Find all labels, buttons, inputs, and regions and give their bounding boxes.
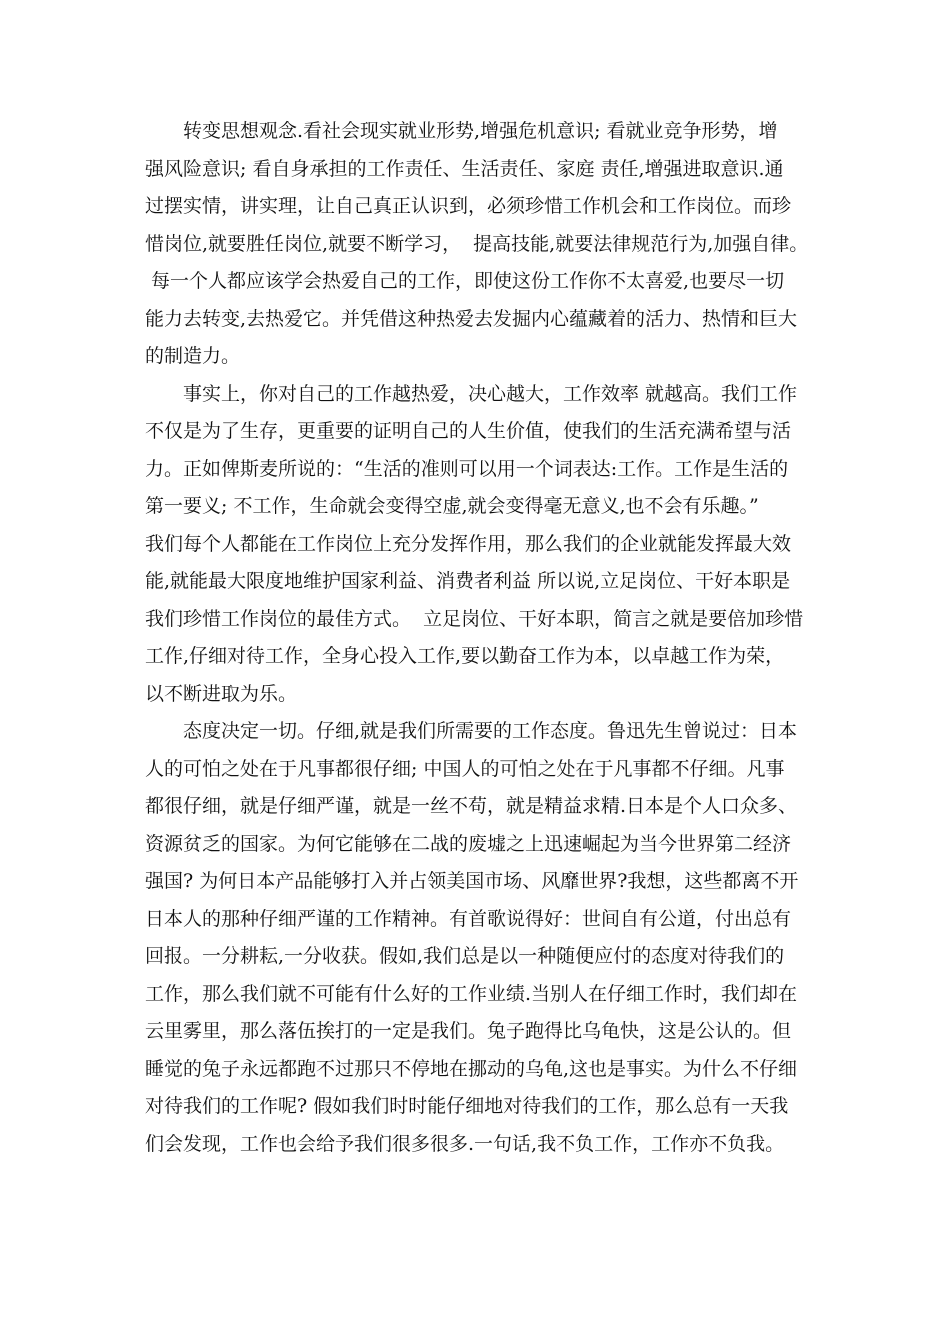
text-line: 工作，那么我们就不可能有什么好的工作业绩.当别人在仔细工作时，我们却在 — [145, 982, 798, 1005]
document-body — [145, 113, 810, 1163]
text-line: 能,就能最大限度地维护国家利益、消费者利益 所以说,立足岗位、干好本职是 — [145, 570, 791, 592]
text-line: 睡觉的兔子永远都跑不过那只不停地在挪动的乌龟,这也是事实。为什么不仔细 — [145, 1057, 798, 1080]
text-line: 力。正如俾斯麦所说的：“生活的准则可以用一个词表达:工作。工作是生活的 — [145, 457, 789, 480]
text-line: 能力去转变,去热爱它。并凭借这种热爱去发掘内心蕴藏着的活力、热情和巨大 — [145, 307, 798, 330]
text-line: 工作,仔细对待工作，全身心投入工作,要以勤奋工作为本，以卓越工作为荣， — [145, 645, 785, 667]
text-line: 惜岗位,就要胜任岗位,就要不断学习， 提高技能,就要法律规范行为,加强自律。 — [145, 232, 809, 255]
text-line: 过摆实情，讲实理，让自己真正认识到，必须珍惜工作机会和工作岗位。而珍 — [145, 195, 792, 217]
text-line: 的制造力。 — [145, 345, 241, 367]
text-line: 我们每个人都能在工作岗位上充分发挥作用，那么我们的企业就能发挥最大效 — [145, 532, 792, 555]
text-line: 事实上，你对自己的工作越热爱，决心越大，工作效率 就越高。我们工作 — [145, 382, 798, 405]
text-line: 回报。一分耕耘,一分收获。假如,我们总是以一种随便应付的态度对待我们的 — [145, 945, 785, 967]
text-line: 日本人的那种仔细严谨的工作精神。有首歌说得好：世间自有公道，付出总有 — [145, 907, 792, 930]
text-line: 转变思想观念.看社会现实就业形势,增强危机意识; 看就业竞争形势，增 — [145, 120, 778, 142]
text-line: 以不断进取为乐。 — [145, 682, 298, 705]
text-line: 对待我们的工作呢? 假如我们时时能仔细地对待我们的工作，那么总有一天我 — [145, 1095, 789, 1117]
text-line: 云里雾里，那么落伍挨打的一定是我们。兔子跑得比乌龟快，这是公认的。但 — [145, 1020, 792, 1042]
text-line: 第一要义; 不工作，生命就会变得空虚,就会变得毫无意义,也不会有乐趣。” — [145, 495, 759, 517]
text-line: 每一个人都应该学会热爱自己的工作，即使这份工作你不太喜爱,也要尽一切 — [145, 270, 785, 292]
paragraph-3 — [145, 713, 810, 1163]
text-line: 不仅是为了生存，更重要的证明自己的人生价值，使我们的生活充满希望与活 — [145, 420, 792, 442]
text-line: 们会发现，工作也会给予我们很多很多.一句话,我不负工作，工作亦不负我。 — [145, 1132, 785, 1155]
text-line: 都很仔细，就是仔细严谨，就是一丝不苟，就是精益求精.日本是个人口众多、 — [145, 795, 798, 817]
text-line: 资源贫乏的国家。为何它能够在二战的废墟之上迅速崛起为当今世界第二经济 — [145, 832, 792, 855]
paragraph-1 — [145, 113, 810, 376]
text-line: 态度决定一切。仔细,就是我们所需要的工作态度。鲁迅先生曾说过：日本 — [145, 720, 798, 742]
text-line: 强国? 为何日本产品能够打入并占领美国市场、风靡世界?我想，这些都离不开 — [145, 870, 799, 892]
text-line: 人的可怕之处在于凡事都很仔细; 中国人的可怕之处在于凡事都不仔细。凡事 — [145, 757, 785, 780]
text-line: 我们珍惜工作岗位的最佳方式。 立足岗位、干好本职，简言之就是要倍加珍惜 — [145, 607, 804, 630]
paragraph-2 — [145, 376, 810, 714]
text-line: 强风险意识; 看自身承担的工作责任、生活责任、家庭 责任,增强进取意识.通 — [145, 157, 784, 180]
